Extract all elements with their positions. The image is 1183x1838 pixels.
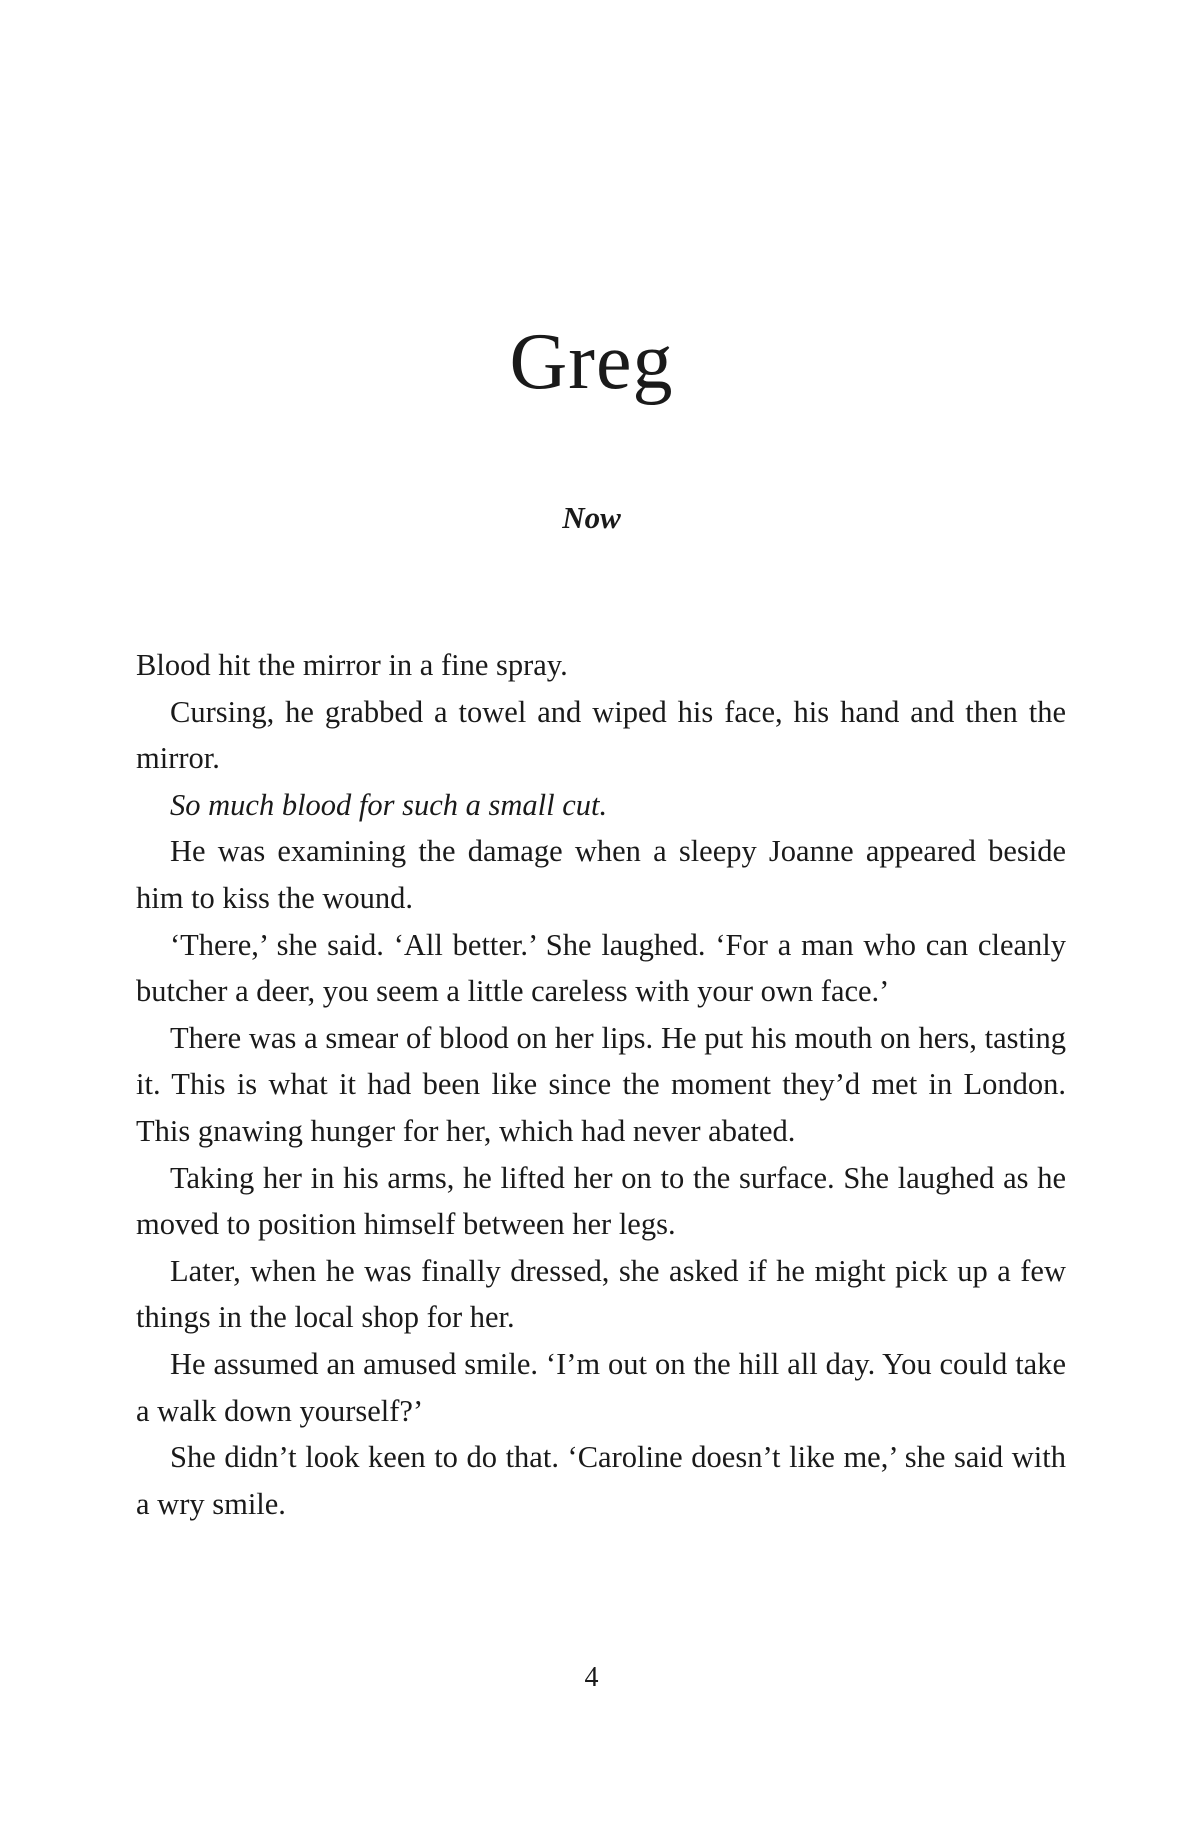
- paragraph: Cursing, he grabbed a towel and wiped his face, his hand and then the mirror.: [136, 694, 1066, 776]
- body-text: [136, 642, 1066, 1527]
- paragraph: Blood hit the mirror in a fine spray.: [136, 648, 568, 682]
- paragraph: He assumed an amused smile. ‘I’m out on the hill all day. You could take a walk down yourself?’: [136, 1346, 1066, 1428]
- paragraph: She didn’t look keen to do that. ‘Caroline doesn’t like me,’ she said with a wry smile.: [136, 1440, 1066, 1521]
- paragraph: There was a smear of blood on her lips. He put his mouth on hers, tasting it. This is what it had been like since the moment they’d met in London. This gnawing hunger for her, which had never abated.: [136, 1020, 1066, 1148]
- paragraph: Taking her in his arms, he lifted her on to the surface. She laughed as he moved to position himself between her legs.: [136, 1160, 1066, 1242]
- paragraph: ‘There,’ she said. ‘All better.’ She laughed. ‘For a man who can cleanly butcher a deer, you seem a little careless with your own face.’: [136, 927, 1066, 1009]
- page-number: 4: [584, 1662, 599, 1693]
- chapter-title: Greg: [509, 318, 674, 406]
- section-heading: Now: [562, 500, 621, 535]
- paragraph: Later, when he was finally dressed, she asked if he might pick up a few things in the local shop for her.: [136, 1253, 1066, 1335]
- paragraph-italic-thought: So much blood for such a small cut.: [170, 787, 608, 822]
- paragraph: He was examining the damage when a sleepy Joanne appeared beside him to kiss the wound.: [136, 834, 1066, 915]
